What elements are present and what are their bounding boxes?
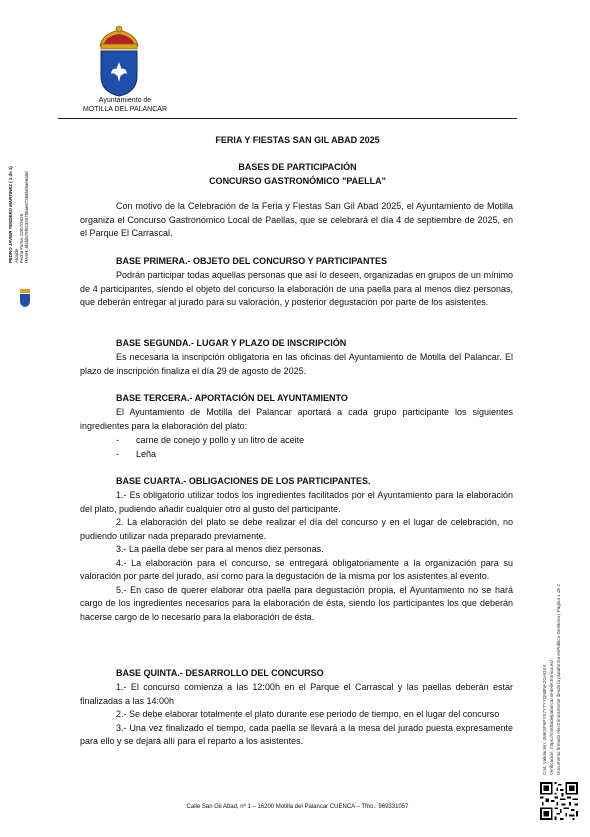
qr-code-icon bbox=[540, 782, 578, 820]
section-4-point-4: 4.- La elaboración para el concurso, se entregará obligatoriamente a la organización para su valoración por parte del jurado, así como para la degustación de la misma por los asistentes al evento. bbox=[80, 557, 513, 581]
section-4-body bbox=[80, 489, 513, 624]
section-4-point-3: 3.- La paella debe ser para al menos diez personas. bbox=[116, 544, 324, 554]
section-4-point-1: 1.- Es obligatorio utilizar todos los ingredientes facilitados por el Ayuntamiento para la elaboración del plato, pudiendo añadir cualquier otro al gusto del participante. bbox=[80, 490, 513, 514]
org-line-1: Ayuntamiento de bbox=[98, 97, 152, 104]
subtitle-concurso: CONCURSO GASTRONÓMICO "PAELLA" bbox=[209, 176, 386, 186]
section-1-text: Podrán participar todas aquellas personas que así lo deseen, organizadas en grupos de un mínimo de 4 participantes, siendo el objeto del concurso la elaboración de una paella para al menos diez personas, que deberán entregar al jurado para su valoración, y posterior degustación por parte de los asistentes. bbox=[80, 270, 513, 307]
section-1-heading: BASE PRIMERA.- OBJETO DEL CONCURSO Y PARTICIPANTES bbox=[116, 256, 388, 266]
signature-line-1: PEDRO JAVIER TENDERO MARTINEZ ( 1 de 1) bbox=[8, 166, 13, 263]
section-3-heading: BASE TERCERA.- APORTACIÓN DEL AYUNTAMIENTO bbox=[116, 393, 348, 403]
section-5-point-3: 3.- Una vez finalizado el tiempo, cada paella se llevará a la mesa del jurado puesta expresamente para ello y se dejará allí para el reparto a los asistentes. bbox=[80, 722, 513, 746]
header-divider bbox=[58, 118, 517, 119]
section-3-item-2: Leña bbox=[136, 449, 157, 459]
section-3-body bbox=[80, 406, 513, 433]
section-5-heading: BASE QUINTA.- DESARROLLO DEL CONCURSO bbox=[116, 668, 324, 678]
signature-strip bbox=[6, 148, 36, 318]
section-3-text: El Ayuntamiento de Motilla del Palancar aportará a cada grupo participante los siguientes ingredientes para la elaboración del plato: bbox=[80, 407, 513, 431]
verification-line-3: Documento firmado electrónicamente desde la plataforma esPublico Gestiona | Página 1 de 2 bbox=[556, 584, 561, 775]
small-coat-of-arms-icon bbox=[18, 288, 32, 308]
verification-line-1: Cód. Validación: 4MKSF5PYS7Y7YYQN8NAZGADXX bbox=[542, 664, 547, 775]
section-5-point-1: 1.- El concurso comienza a las 12:00h en el Parque el Carrascal y las paellas deberán estar finalizadas a las 14:00h bbox=[80, 682, 513, 706]
section-3-item-1: carne de conejo y pollo y un litro de aceite bbox=[136, 435, 305, 445]
subtitle-bases: BASES DE PARTICIPACIÓN bbox=[238, 162, 357, 172]
org-line-2: MOTILLA DEL PALANCAR bbox=[82, 106, 168, 113]
signature-line-3: Fecha Firma: 22/07/2025 bbox=[19, 213, 24, 263]
intro-text: Con motivo de la Celebración de la Feria y Fiestas San Gil Abad 2025, el Ayuntamiento de Motilla organiza el Concurso Gastronómico Local de Paellas, que se celebrará el día 4 de septiembre de 2025, en el Parque El Carrascal. bbox=[80, 201, 513, 238]
section-4-point-5: 5.- En caso de querer elaborar otra paella para degustación propia, el Ayuntamiento no se hará cargo de los ingredientes necesarios para la elaboración de ésta, siendo los participantes los que deberán hacerse cargo de lo necesario para la elaboración de ésta. bbox=[80, 584, 513, 622]
section-1-body bbox=[80, 269, 513, 310]
org-name bbox=[60, 96, 190, 114]
signature-line-2: Alcalde bbox=[14, 248, 19, 263]
bullet-dash-1: - bbox=[116, 435, 119, 445]
document-title: FERIA Y FIESTAS SAN GIL ABAD 2025 bbox=[215, 135, 380, 145]
coat-of-arms-logo bbox=[92, 24, 146, 98]
section-4-point-2: 2. La elaboración del plato se debe realizar el día del concurso y en el lugar de celebración, no pudiendo utilizar nada preparado previamente. bbox=[80, 517, 513, 541]
intro-paragraph bbox=[80, 200, 513, 241]
verification-strip bbox=[536, 540, 580, 820]
footer-address: Calle San Gil Abad, nº 1 – 16200 Motilla del Palancar CUENCA – Tfno.: 969331057 bbox=[186, 804, 409, 810]
signature-line-4: HASH: 6bdd575f52320780ae672b8bd9ae6a9d bbox=[24, 171, 29, 263]
section-2-body bbox=[80, 351, 513, 378]
bullet-dash-2: - bbox=[116, 449, 119, 459]
section-5-body bbox=[80, 681, 513, 749]
section-5-point-2: 2.- Se debe elaborar totalmente el plato durante ese periodo de tiempo, en el lugar del concurso bbox=[116, 709, 500, 719]
section-4-heading: BASE CUARTA.- OBLIGACIONES DE LOS PARTICIPANTES. bbox=[116, 476, 371, 486]
verification-line-2: Verificación: https://motilladelpalancar.sedelectronica.es/ bbox=[549, 660, 554, 775]
section-2-text: Es necesaria la inscripción obligatoria en las oficinas del Ayuntamiento de Motilla del Palancar. El plazo de inscripción finaliza el día 29 de agosto de 2025. bbox=[80, 352, 513, 376]
section-2-heading: BASE SEGUNDA.- LUGAR Y PLAZO DE INSCRIPCIÓN bbox=[116, 338, 347, 348]
